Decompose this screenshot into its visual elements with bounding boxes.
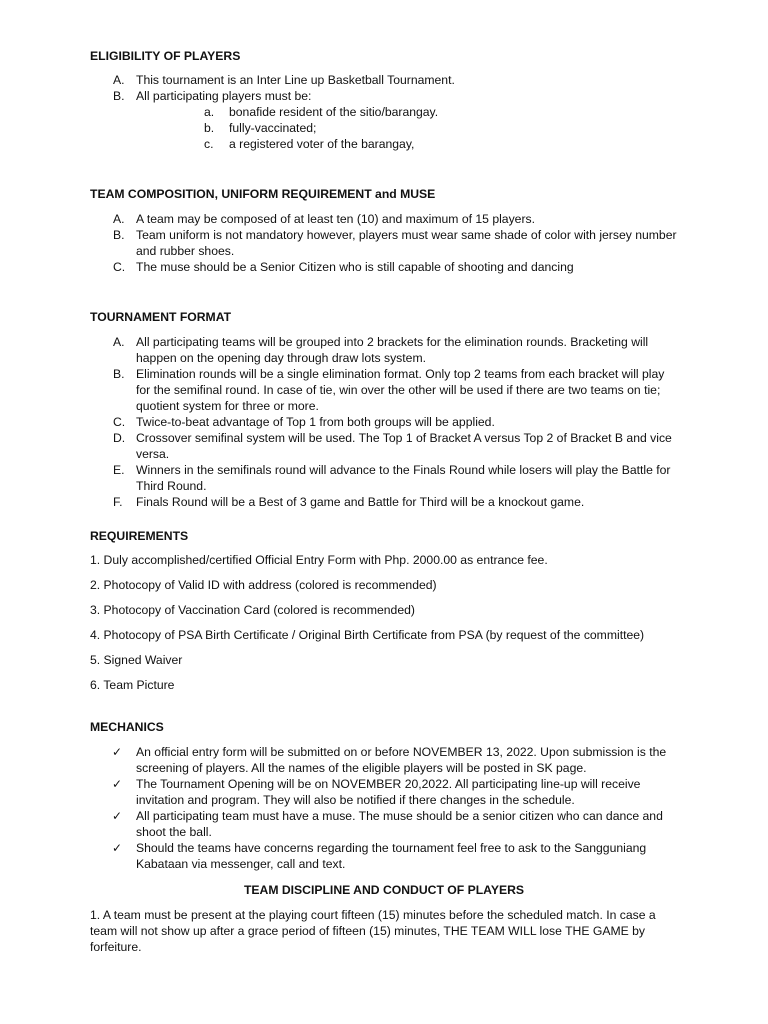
list-item: ✓ All participating team must have a muse. The muse should be a senior citizen who can dance and shoot the ball. — [112, 809, 663, 839]
requirements-list — [90, 552, 678, 693]
discipline-heading: TEAM DISCIPLINE AND CONDUCT OF PLAYERS — [243, 883, 525, 897]
list-item: B. Elimination rounds will be a single elimination format. Only top 2 teams from each bracket will play for the semifinal round. In case of tie, win over the other will be used if there are two teams on tie; quotient system for three or more. — [113, 367, 665, 413]
check-icon: ✓ — [112, 841, 123, 855]
tournament-format-list — [90, 334, 678, 510]
team-composition-section — [90, 186, 678, 275]
check-icon: ✓ — [112, 745, 123, 759]
eligibility-heading: ELIGIBILITY OF PLAYERS — [90, 49, 241, 63]
list-item: 1. Duly accomplished/certified Official Entry Form with Php. 2000.00 as entrance fee. — [90, 553, 548, 567]
list-item: 4. Photocopy of PSA Birth Certificate / Original Birth Certificate from PSA (by request of the committee) — [90, 628, 645, 642]
check-icon: ✓ — [112, 777, 123, 791]
list-item: 5. Signed Waiver — [90, 653, 183, 667]
list-item: C. The muse should be a Senior Citizen who is still capable of shooting and dancing — [113, 260, 574, 274]
eligibility-section — [90, 48, 678, 152]
list-item: A. All participating teams will be grouped into 2 brackets for the elimination rounds. Bracketing will happen on the opening day through draw lots system. — [113, 335, 649, 365]
list-item: 2. Photocopy of Valid ID with address (colored is recommended) — [90, 578, 437, 592]
list-item: E. Winners in the semifinals round will advance to the Finals Round while losers will play the Battle for Third Round. — [113, 463, 671, 493]
list-item: a. bonafide resident of the sitio/barangay. — [204, 105, 439, 119]
tournament-format-section — [90, 309, 678, 510]
list-item: F. Finals Round will be a Best of 3 game and Battle for Third will be a knockout game. — [113, 495, 585, 509]
list-item: C. Twice-to-beat advantage of Top 1 from both groups will be applied. — [113, 415, 495, 429]
eligibility-list — [90, 72, 678, 104]
tournament-format-heading: TOURNAMENT FORMAT — [90, 310, 232, 324]
requirements-heading: REQUIREMENTS — [90, 529, 189, 543]
list-item: ✓ Should the teams have concerns regarding the tournament feel free to ask to the Sangguniang Kabataan via messenger, call and text. — [112, 841, 647, 871]
requirements-section — [90, 528, 678, 693]
list-item: b. fully-vaccinated; — [204, 121, 317, 135]
eligibility-sublist — [90, 104, 678, 152]
list-item: 3. Photocopy of Vaccination Card (colored is recommended) — [90, 603, 415, 617]
list-item: ✓ The Tournament Opening will be on NOVEMBER 20,2022. All participating line-up will receive invitation and program. They will also be notified if there changes in the schedule. — [112, 777, 641, 807]
list-item: B. All participating players must be: — [113, 89, 312, 103]
mechanics-list — [90, 744, 678, 872]
discipline-section — [90, 882, 678, 955]
list-item: A. This tournament is an Inter Line up Basketball Tournament. — [113, 73, 455, 87]
list-item: D. Crossover semifinal system will be used. The Top 1 of Bracket A versus Top 2 of Bracket B and vice versa. — [113, 431, 672, 461]
list-item: ✓ An official entry form will be submitted on or before NOVEMBER 13, 2022. Upon submission is the screening of players. All the names of the eligible players will be posted in SK page. — [112, 745, 667, 775]
list-item: A. A team may be composed of at least ten (10) and maximum of 15 players. — [113, 212, 535, 226]
list-item: 6. Team Picture — [90, 678, 175, 692]
list-item: B. Team uniform is not mandatory however, players must wear same shade of color with jersey number and rubber shoes. — [113, 228, 677, 258]
team-composition-list — [90, 211, 678, 275]
check-icon: ✓ — [112, 809, 123, 823]
list-item: c. a registered voter of the barangay, — [204, 137, 415, 151]
mechanics-section — [90, 719, 678, 872]
discipline-paragraph: 1. A team must be present at the playing court fifteen (15) minutes before the scheduled match. In case a team will not show up after a grace period of fifteen (15) minutes, THE TEAM WILL lose THE GAME by forfeiture. — [90, 908, 656, 954]
mechanics-heading: MECHANICS — [90, 720, 164, 734]
team-composition-heading: TEAM COMPOSITION, UNIFORM REQUIREMENT and MUSE — [90, 187, 436, 201]
